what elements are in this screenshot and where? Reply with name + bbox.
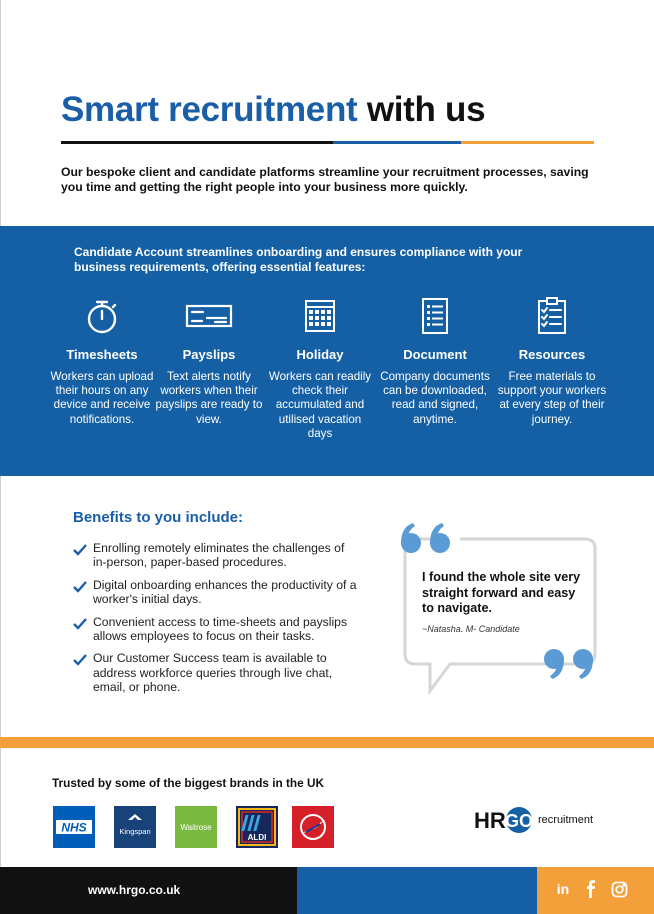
benefit-text: Our Customer Success team is available to address workforce queries through live chat, email, or phone. [93,651,333,695]
list-item [73,578,358,607]
kingspan-logo [114,806,156,848]
page-title [61,90,485,130]
feature-document [380,296,490,427]
check-icon [73,544,87,556]
hrgo-logo [474,804,614,836]
calendar-icon [300,296,340,336]
feature-payslips [154,296,264,427]
clipboard-checklist-icon [532,296,572,336]
benefit-text: Digital onboarding enhances the productivity of a worker's initial days. [93,577,357,607]
check-icon [73,654,87,666]
title-underline-black [61,141,333,144]
features-panel [0,226,654,476]
check-icon [73,618,87,630]
svg-text:in: in [556,881,570,897]
title-highlight: Smart recruitment [61,90,358,129]
svg-text:HR: HR [474,808,506,833]
esso-logo [292,806,334,848]
stopwatch-icon [82,296,122,336]
facebook-icon[interactable] [585,879,597,899]
aldi-logo [236,806,278,848]
svg-text:GO: GO [504,811,534,831]
waitrose-logo [175,806,217,848]
nhs-logo [53,806,95,848]
quote-author: ~Natasha. M- Candidate [422,624,520,634]
svg-text:Waitrose: Waitrose [180,823,212,832]
svg-text:ALDI: ALDI [247,833,267,842]
feature-description: Text alerts notify workers when their payslips are ready to view. [155,370,263,426]
document-icon [415,296,455,336]
benefits-list [73,541,358,703]
feature-name: Document [403,347,467,362]
footer-blue-block [297,867,537,914]
feature-description: Workers can upload their hours on any device and receive notifications. [50,370,154,426]
linkedin-icon[interactable] [555,879,571,899]
feature-name: Timesheets [66,347,138,362]
list-item [73,651,358,694]
title-underline-orange [461,141,594,144]
feature-name: Holiday [296,347,344,362]
benefits-title: Benefits to you include: [73,509,244,526]
features-intro: Candidate Account streamlines onboarding and ensures compliance with your business requirements, offering essential features: [74,245,523,274]
feature-holiday [265,296,375,441]
feature-description: Free materials to support your workers at every step of their journey. [497,370,607,426]
title-rest: with us [366,90,486,129]
feature-timesheets [47,296,157,427]
svg-text:NHS: NHS [61,820,87,835]
title-underline-blue [333,141,461,144]
feature-name: Resources [518,347,586,362]
feature-description: Company documents can be downloaded, read and signed, anytime. [380,370,490,426]
feature-resources [497,296,607,427]
section-divider [0,737,654,748]
instagram-icon[interactable] [611,879,628,899]
list-item [73,615,358,644]
svg-text:recruitment: recruitment [538,814,594,826]
quote-text: I found the whole site very straight forward and easy to navigate. [422,570,581,615]
cheque-icon [185,296,233,336]
benefit-text: Convenient access to time-sheets and payslips allows employees to focus on their tasks. [93,614,348,644]
check-icon [73,581,87,593]
feature-description: Workers can readily check their accumulated and utilised vacation days [268,370,372,440]
intro-paragraph: Our bespoke client and candidate platforms streamline your recruitment processes, saving you time and getting the right people into your business more quickly. [61,165,589,194]
footer [0,867,654,914]
svg-text:Kingspan: Kingspan [119,827,151,836]
website-link[interactable]: www.hrgo.co.uk [88,883,181,897]
list-item [73,541,358,570]
feature-name: Payslips [182,347,236,362]
benefit-text: Enrolling remotely eliminates the challenges of in-person, paper-based procedures. [93,541,345,570]
trusted-title: Trusted by some of the biggest brands in the UK [52,776,325,790]
